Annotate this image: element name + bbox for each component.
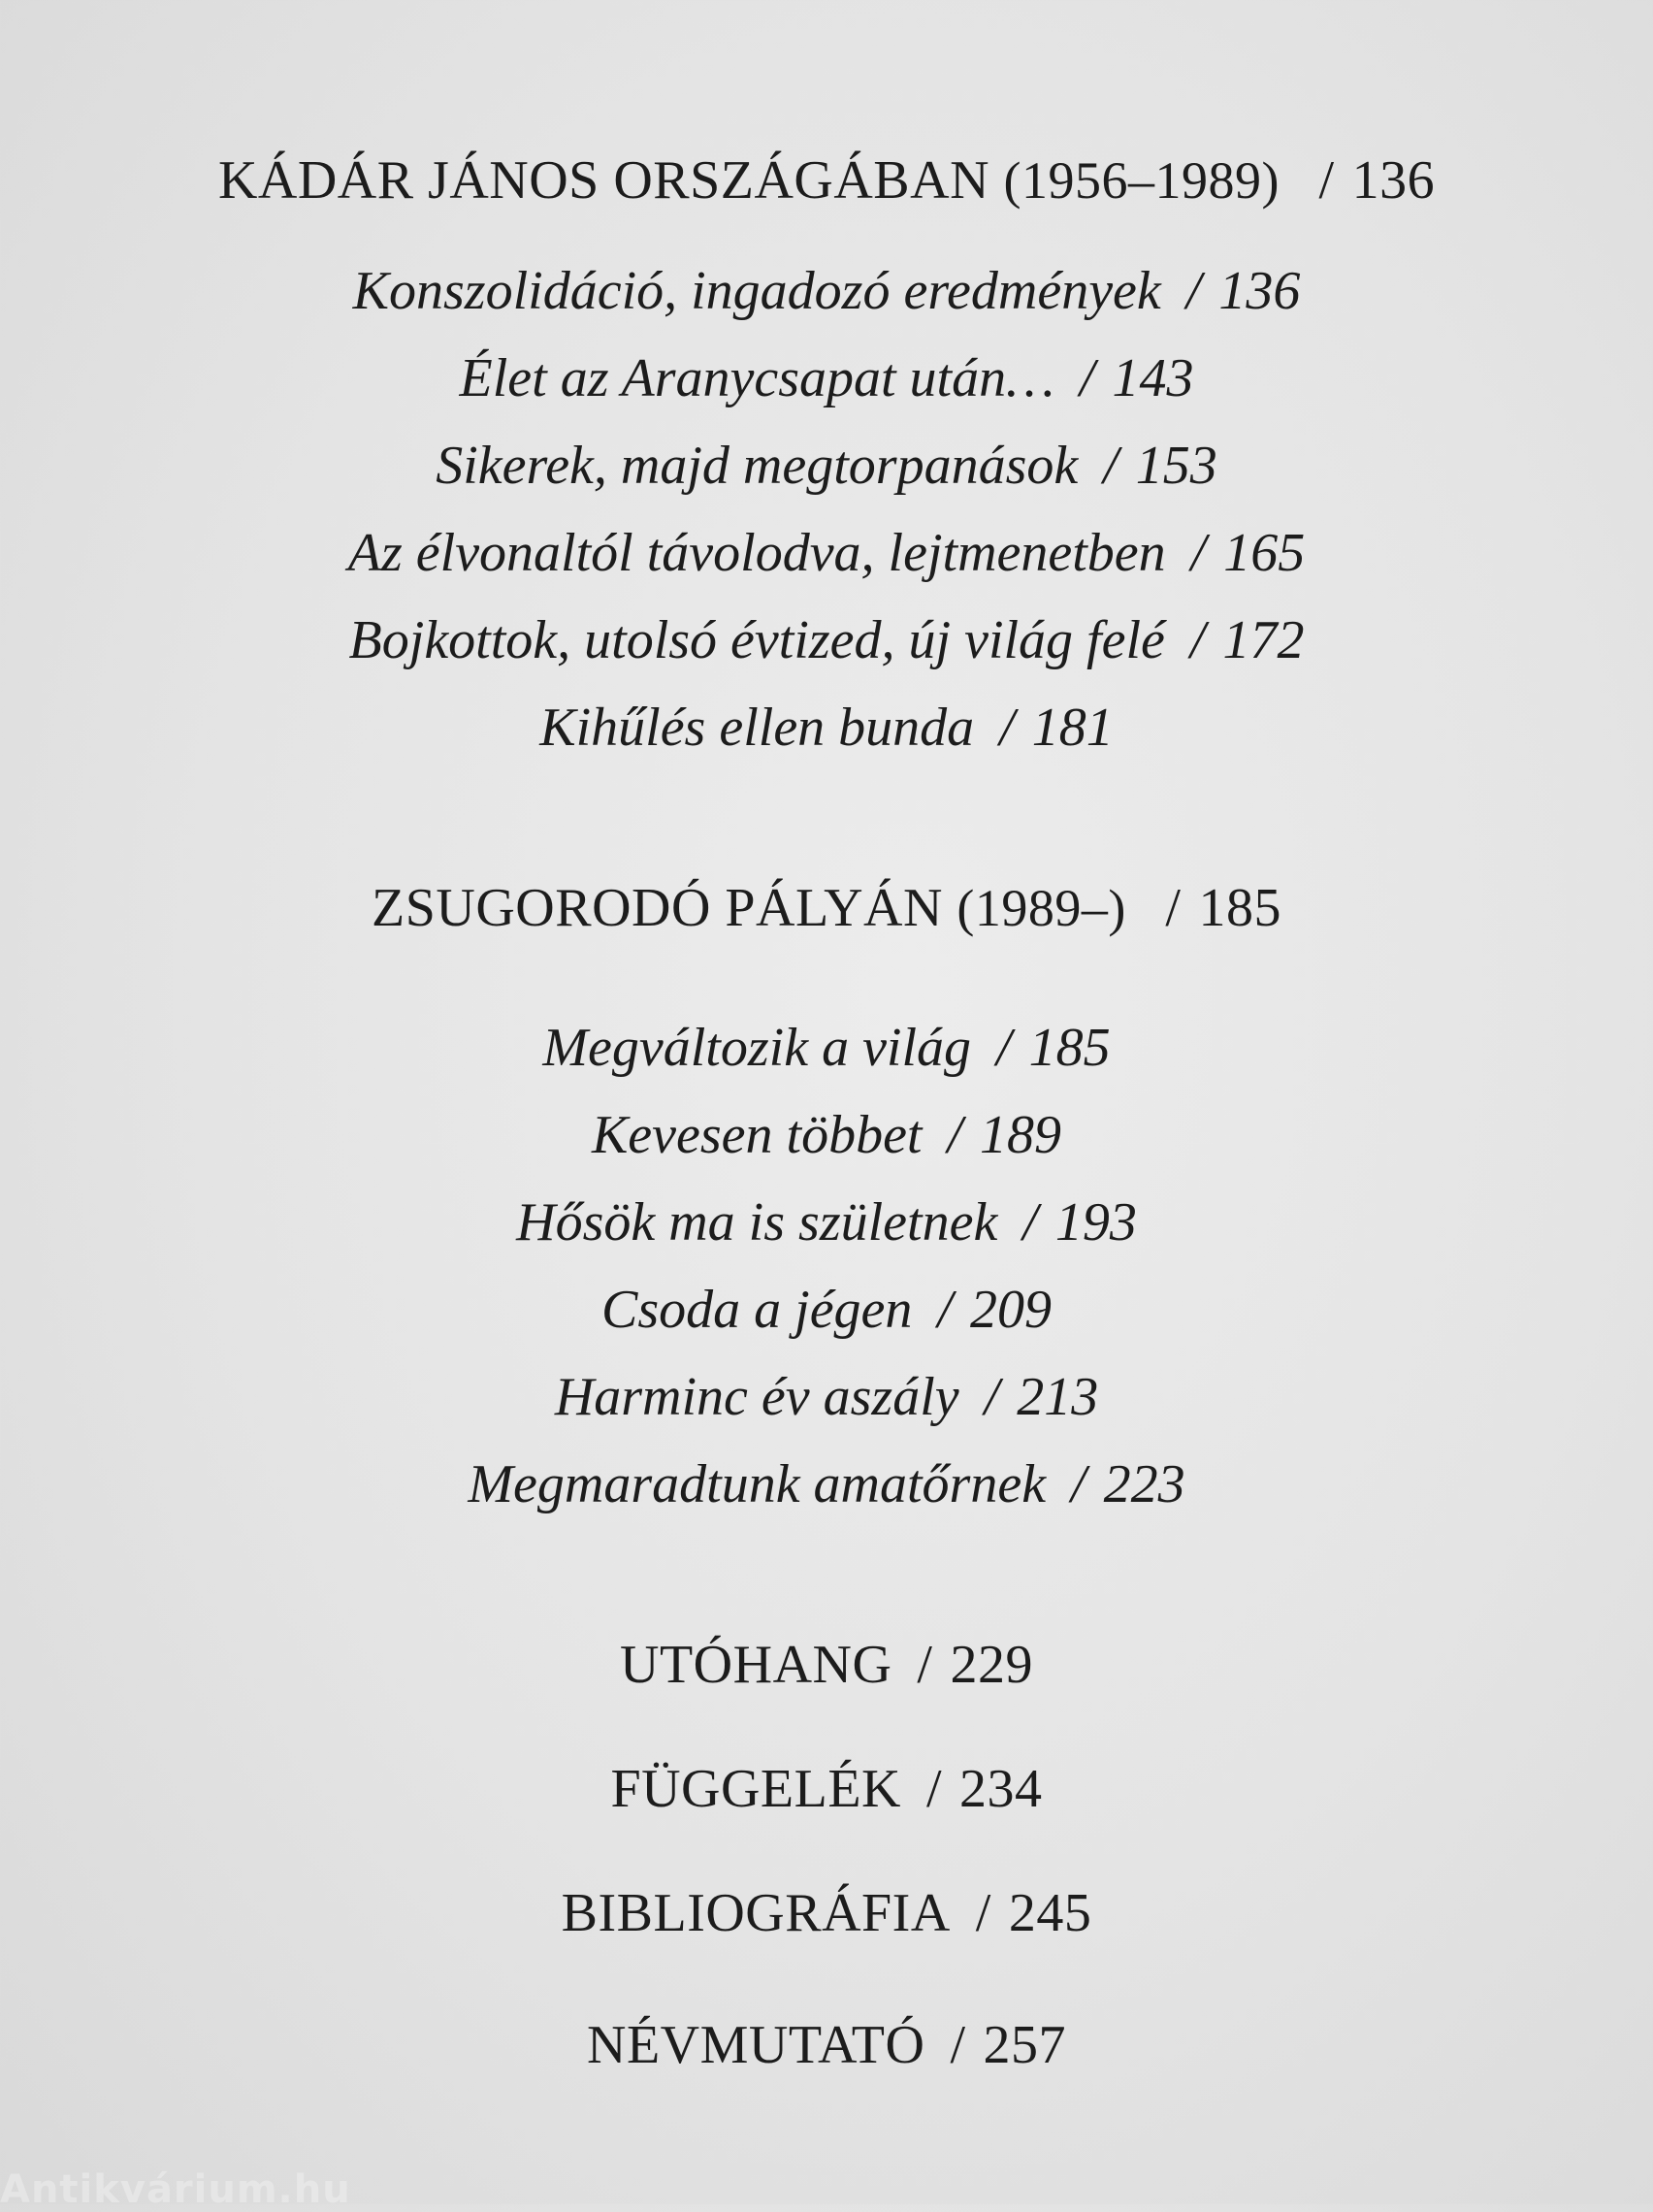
page-number: 172 bbox=[1222, 610, 1305, 670]
separator: / bbox=[999, 698, 1015, 758]
separator: / bbox=[1185, 261, 1202, 321]
toc-chapter-entry bbox=[0, 1018, 1653, 1078]
separator: / bbox=[1190, 523, 1207, 583]
chapter-title: Bojkottok, utolsó évtized, új világ felé bbox=[348, 610, 1165, 670]
separator: / bbox=[1318, 150, 1335, 211]
page-number: 213 bbox=[1017, 1367, 1099, 1427]
page-number: 234 bbox=[959, 1759, 1043, 1819]
section-title: KÁDÁR JÁNOS ORSZÁGÁBAN bbox=[217, 150, 990, 211]
entry-title: FÜGGELÉK bbox=[610, 1759, 901, 1819]
page-number: 257 bbox=[983, 2015, 1066, 2075]
toc-back-matter-entry bbox=[0, 1635, 1653, 1695]
chapter-title: Konszolidáció, ingadozó eredmények bbox=[352, 261, 1161, 321]
chapter-title: Megmaradtunk amatőrnek bbox=[468, 1454, 1047, 1514]
toc-chapter-entry bbox=[0, 523, 1653, 583]
separator: / bbox=[1022, 1192, 1038, 1252]
entry-title: UTÓHANG bbox=[620, 1635, 892, 1695]
page-number: 209 bbox=[969, 1280, 1052, 1340]
separator: / bbox=[984, 1367, 1000, 1427]
page-number: 229 bbox=[950, 1635, 1033, 1695]
separator: / bbox=[1079, 348, 1095, 408]
toc-back-matter-entry bbox=[0, 1883, 1653, 1943]
separator: / bbox=[917, 1635, 933, 1695]
separator: / bbox=[947, 1105, 963, 1165]
toc-chapter-entry bbox=[0, 610, 1653, 670]
chapter-title: Harminc év aszály bbox=[554, 1367, 959, 1427]
page-number: 189 bbox=[980, 1105, 1062, 1165]
toc-chapter-entry bbox=[0, 1454, 1653, 1514]
page-number: 143 bbox=[1112, 348, 1194, 408]
toc-chapter-entry bbox=[0, 348, 1653, 408]
page-number: 223 bbox=[1103, 1454, 1185, 1514]
chapter-title: Az élvonaltól távolodva, lejtmenetben bbox=[347, 523, 1166, 583]
page-number: 245 bbox=[1008, 1883, 1092, 1943]
separator: / bbox=[1165, 878, 1182, 938]
toc-chapter-entry bbox=[0, 1367, 1653, 1427]
section-years: (1956–1989) bbox=[1003, 151, 1280, 210]
page-number: 185 bbox=[1198, 878, 1281, 938]
section-years: (1989–) bbox=[956, 879, 1126, 937]
toc-back-matter-entry bbox=[0, 2015, 1653, 2075]
page-number: 136 bbox=[1351, 150, 1436, 211]
separator: / bbox=[996, 1018, 1012, 1078]
separator: / bbox=[1071, 1454, 1086, 1514]
page-number: 193 bbox=[1054, 1192, 1137, 1252]
chapter-title: Sikerek, majd megtorpanások bbox=[436, 436, 1079, 496]
separator: / bbox=[1103, 436, 1118, 496]
chapter-title: Hősök ma is születnek bbox=[516, 1192, 998, 1252]
watermark: Antikvárium.hu bbox=[0, 2167, 351, 2212]
separator: / bbox=[975, 1883, 991, 1943]
page-number: 185 bbox=[1028, 1018, 1111, 1078]
toc-chapter-entry bbox=[0, 1192, 1653, 1252]
chapter-title: Megváltozik a világ bbox=[542, 1018, 972, 1078]
separator: / bbox=[925, 1759, 943, 1819]
page-number: 136 bbox=[1218, 261, 1301, 321]
chapter-title: Élet az Aranycsapat után… bbox=[459, 348, 1054, 408]
separator: / bbox=[950, 2015, 966, 2075]
page-number: 181 bbox=[1031, 698, 1114, 758]
page-number: 153 bbox=[1135, 436, 1217, 496]
separator: / bbox=[937, 1280, 953, 1340]
toc-chapter-entry bbox=[0, 261, 1653, 321]
chapter-title: Kevesen többet bbox=[591, 1105, 923, 1165]
separator: / bbox=[1189, 610, 1206, 670]
toc-chapter-entry bbox=[0, 436, 1653, 496]
toc-chapter-entry bbox=[0, 1280, 1653, 1340]
chapter-title: Csoda a jégen bbox=[601, 1280, 913, 1340]
toc-section-heading bbox=[0, 878, 1653, 938]
section-title: ZSUGORODÓ PÁLYÁN bbox=[372, 878, 943, 938]
entry-title: BIBLIOGRÁFIA bbox=[561, 1883, 951, 1943]
toc-chapter-entry bbox=[0, 698, 1653, 758]
toc-chapter-entry bbox=[0, 1105, 1653, 1165]
toc-back-matter-entry bbox=[0, 1759, 1653, 1819]
chapter-title: Kihűlés ellen bunda bbox=[539, 698, 975, 758]
page-number: 165 bbox=[1223, 523, 1306, 583]
toc-section-heading bbox=[0, 150, 1653, 211]
entry-title: NÉVMUTATÓ bbox=[587, 2015, 925, 2075]
